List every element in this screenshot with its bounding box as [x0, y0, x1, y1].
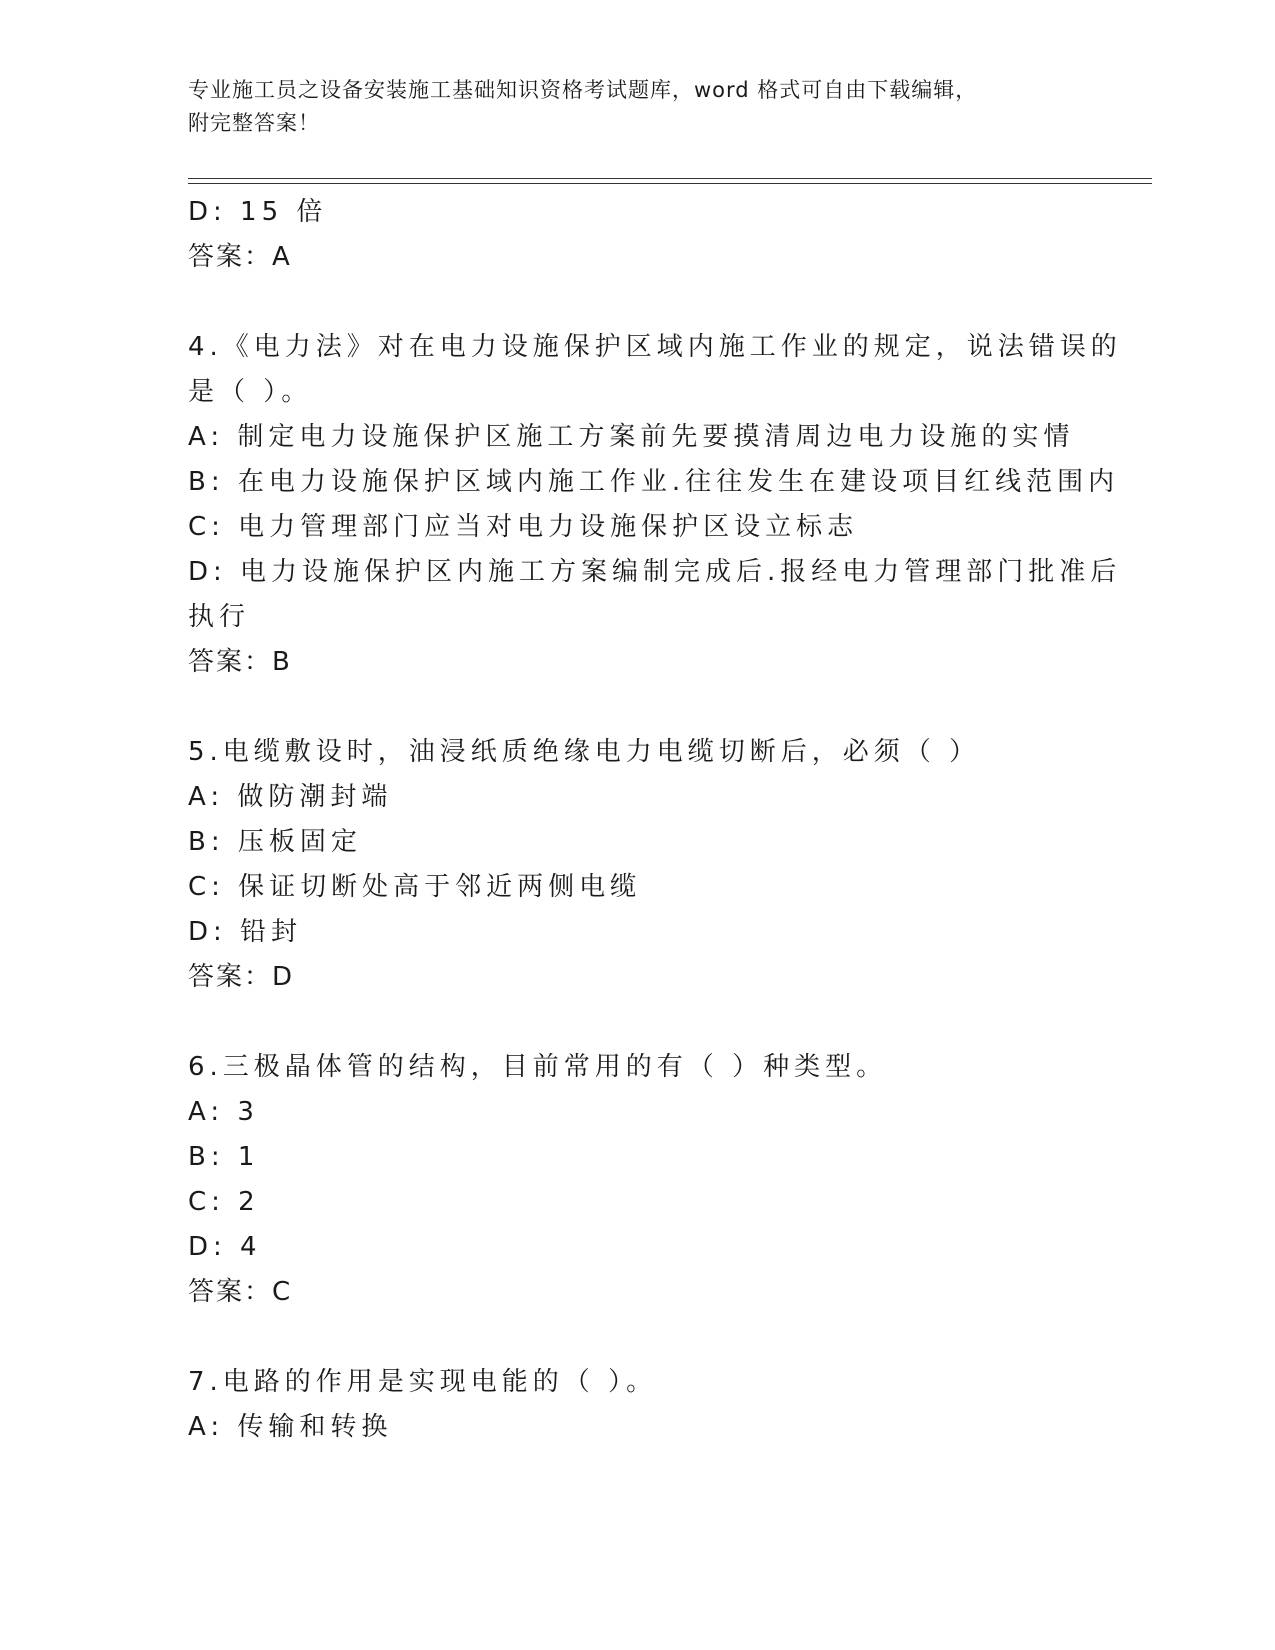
question-stem: 5.电缆敷设时，油浸纸质绝缘电力电缆切断后，必须（ ） — [188, 737, 981, 767]
option-d-cont: 执行 — [188, 602, 251, 632]
option-a: A: 3 — [188, 1097, 259, 1127]
question-stem: 6.三极晶体管的结构，目前常用的有（ ）种类型。 — [188, 1052, 888, 1082]
option-d: D: 铅封 — [188, 917, 303, 947]
option-a: A: 制定电力设施保护区施工方案前先要摸清周边电力设施的实情 — [188, 422, 1075, 452]
option-b: B: 在电力设施保护区域内施工作业.往往发生在建设项目红线范围内 — [188, 467, 1120, 497]
question-3-tail — [188, 190, 1088, 280]
header-divider-top — [188, 178, 1152, 179]
option-c: C: 2 — [188, 1187, 260, 1217]
option-a: A: 传输和转换 — [188, 1412, 393, 1442]
header-line-2: 附完整答案！ — [188, 111, 320, 135]
option-b: B: 压板固定 — [188, 827, 362, 857]
answer: 答案：D — [188, 962, 295, 992]
option-b: B: 1 — [188, 1142, 260, 1172]
question-list — [188, 190, 1122, 1450]
option-a: A: 做防潮封端 — [188, 782, 393, 812]
option-d: D: 15 倍 — [188, 197, 328, 227]
answer: 答案：C — [188, 1277, 293, 1307]
option-c: C: 保证切断处高于邻近两侧电缆 — [188, 872, 642, 902]
option-c: C: 电力管理部门应当对电力设施保护区设立标志 — [188, 512, 859, 542]
option-d: D: 电力设施保护区内施工方案编制完成后.报经电力管理部门批准后 — [188, 557, 1122, 587]
question-7 — [188, 1360, 1088, 1450]
option-d: D: 4 — [188, 1232, 262, 1262]
answer: 答案：A — [188, 242, 292, 272]
answer: 答案：B — [188, 647, 292, 677]
question-stem: 7.电路的作用是实现电能的（ ）。 — [188, 1367, 658, 1397]
header-divider-bottom — [188, 183, 1152, 184]
question-stem: 4.《电力法》对在电力设施保护区域内施工作业的规定，说法错误的 — [188, 332, 1122, 362]
page-header — [188, 74, 1068, 140]
question-5 — [188, 730, 1088, 1000]
header-line-1: 专业施工员之设备安装施工基础知识资格考试题库，word 格式可自由下载编辑， — [188, 78, 978, 102]
question-stem-cont: 是（ ）。 — [188, 377, 313, 407]
question-4 — [188, 325, 1122, 685]
question-6 — [188, 1045, 1088, 1315]
